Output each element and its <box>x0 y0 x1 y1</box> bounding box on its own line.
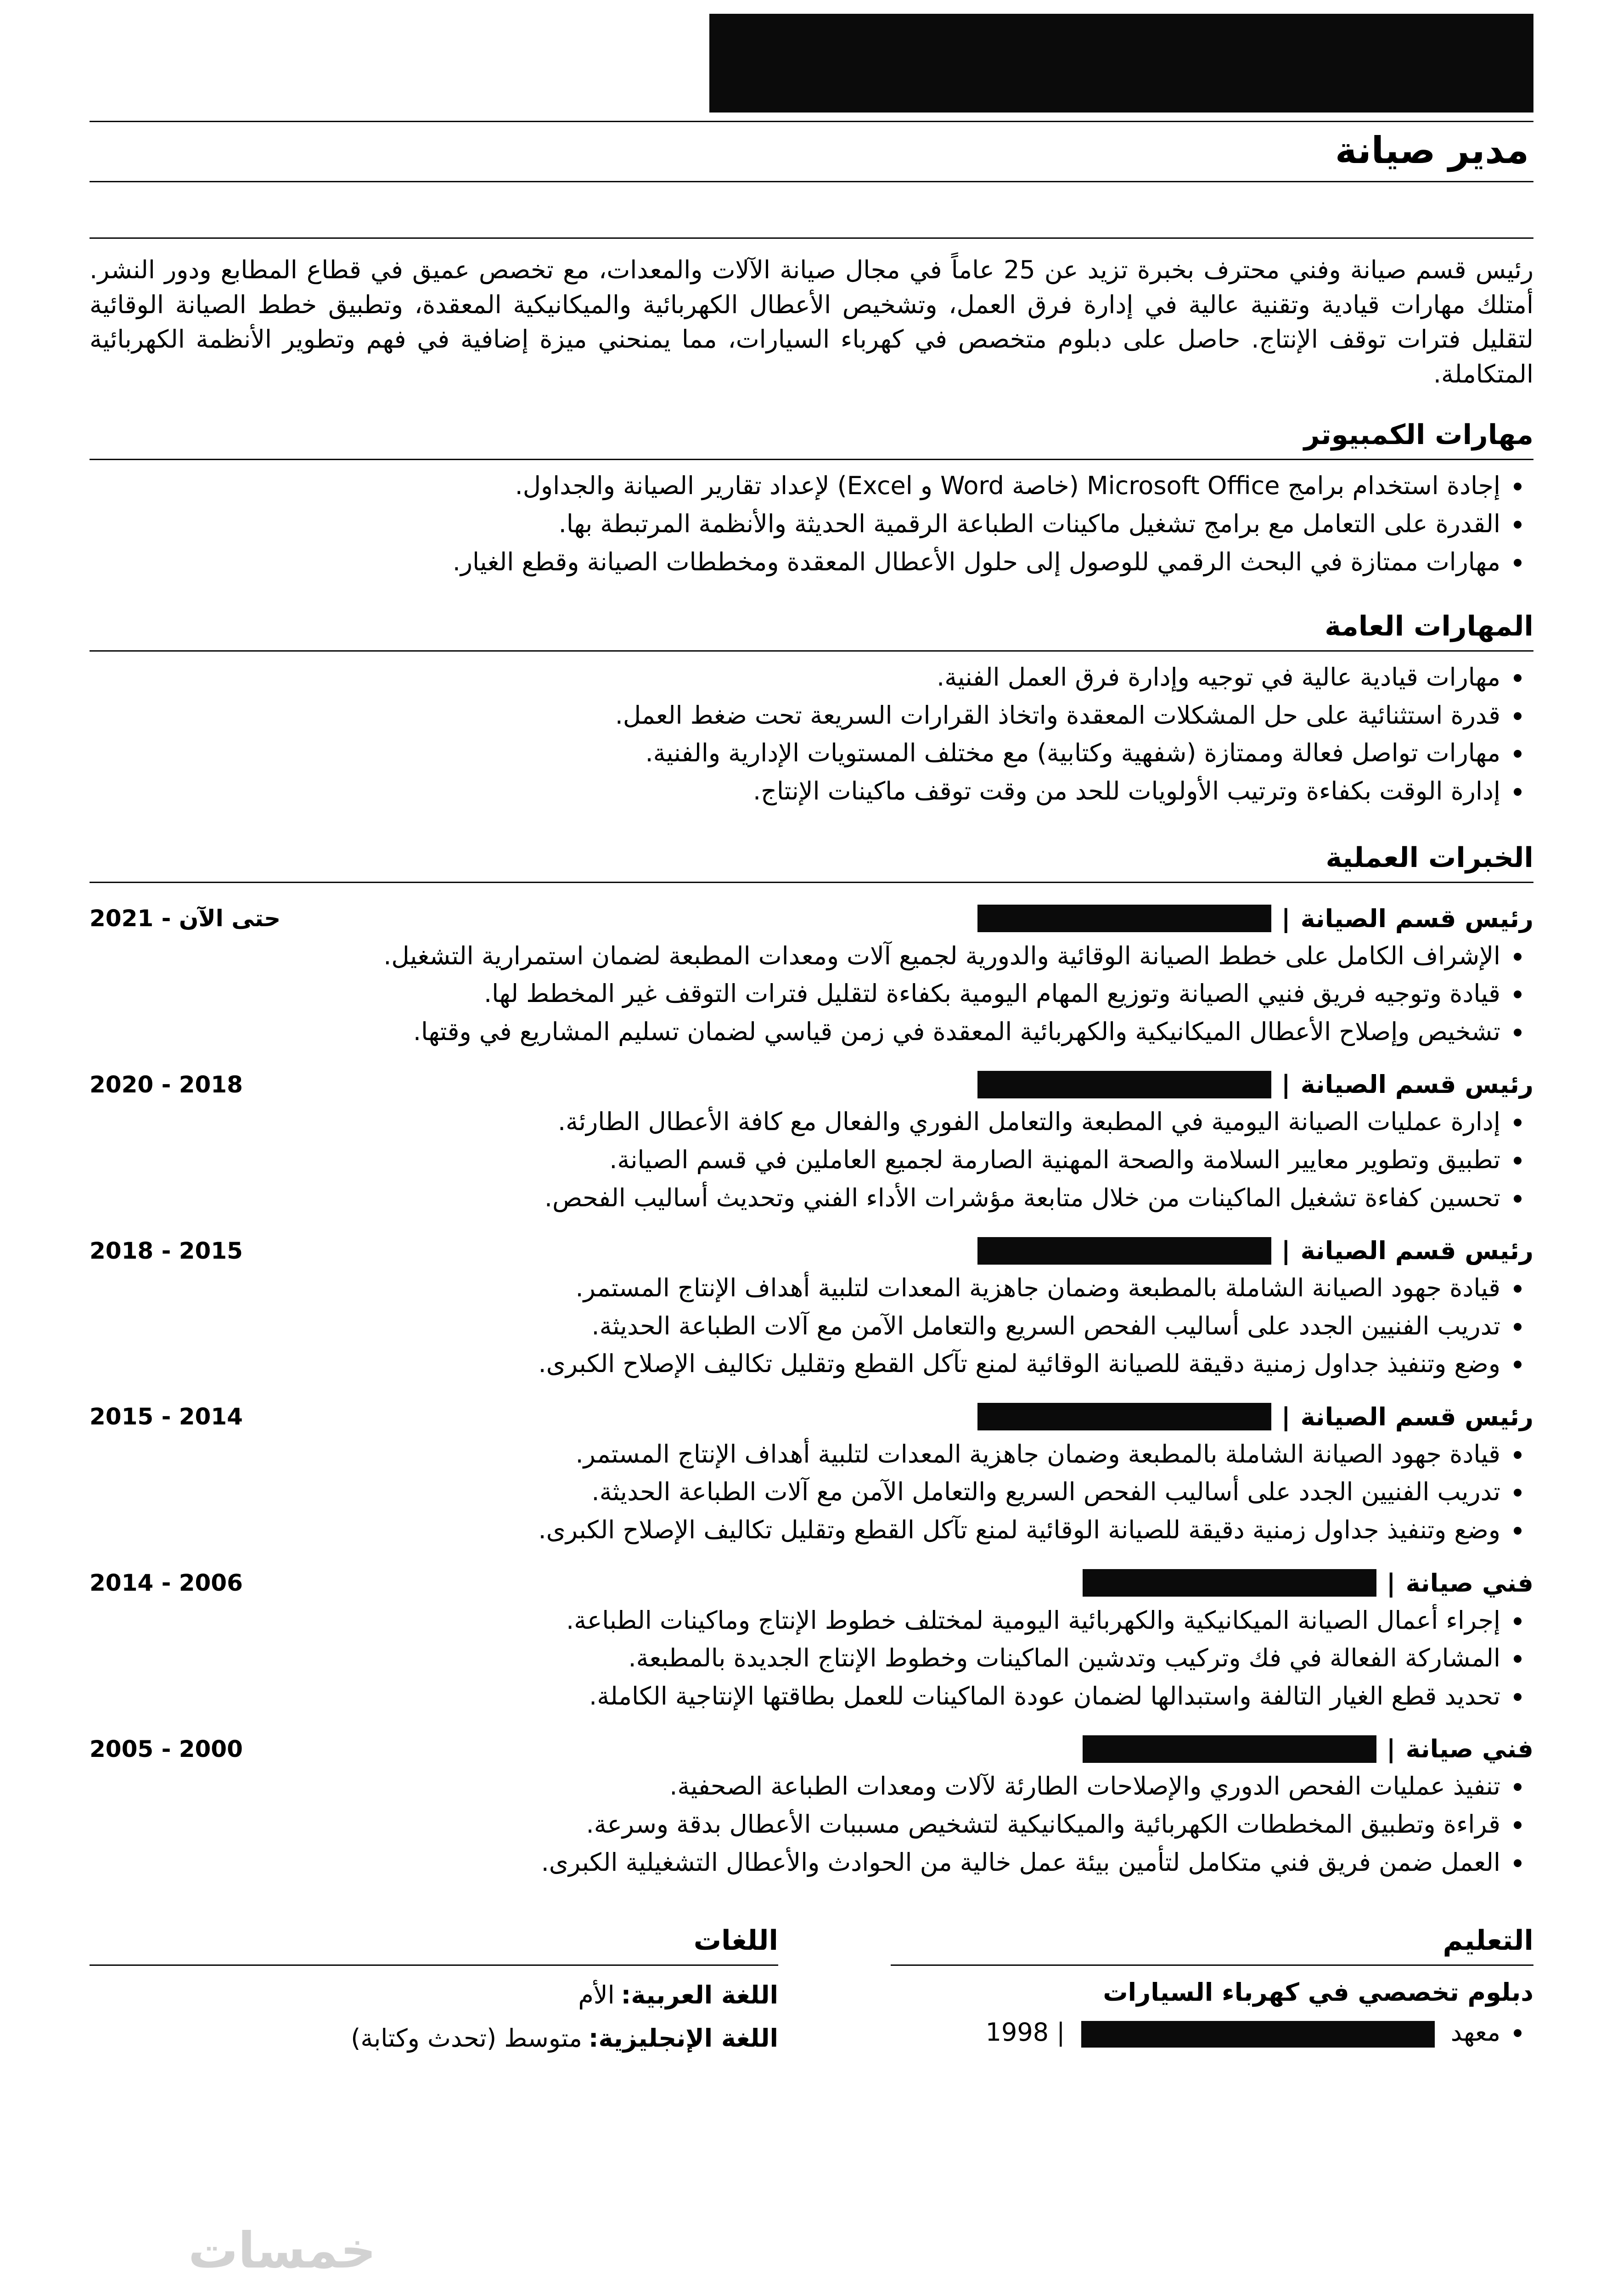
company-redaction-box <box>1083 1569 1376 1597</box>
summary-text: رئيس قسم صيانة وفني محترف بخبرة تزيد عن 25 عاماً في مجال صيانة الآلات والمعدات، مع تخصص عميق في قطاع المطابع ودور النشر. أمتلك مهارات قيادية وتقنية عالية في إدارة فرق العمل، وتشخيص الأعطال الكهربائية والميكانيكية المعقدة، وتطبيق خطط الصيانة الوقائية لتقليل فترات توقف الإنتاج. حاصل على دبلوم متخصص في كهرباء السيارات، مما يمنحني ميزة إضافية في فهم وتطوير الأنظمة الكهربائية المتكاملة. <box>90 255 1533 388</box>
job-header <box>90 1070 1533 1099</box>
job-bullet-list <box>90 1104 1533 1215</box>
section-title-computer-skills: مهارات الكمبيوتر <box>90 418 1533 460</box>
role-divider <box>90 181 1533 182</box>
language-item <box>90 2021 778 2056</box>
experience-entry <box>90 904 1533 1049</box>
job-dates: 2020 - 2018 <box>90 1071 243 1098</box>
job-header <box>90 1236 1533 1265</box>
language-item <box>90 1978 778 2013</box>
job-bullet: • تدريب الفنيين الجدد على أساليب الفحص السريع والتعامل الآمن مع آلات الطباعة الحديثة. <box>90 1474 1503 1509</box>
job-header <box>90 1569 1533 1598</box>
summary-section <box>90 237 1533 391</box>
general-skills-list <box>90 660 1533 808</box>
language-name: اللغة العربية: <box>621 1981 778 2010</box>
skill-item: • إدارة الوقت بكفاءة وترتيب الأولويات للحد من وقت توقف ماكينات الإنتاج. <box>90 774 1503 809</box>
job-separator: | <box>1281 1236 1291 1266</box>
name-redaction-box <box>709 14 1533 113</box>
company-redaction-box <box>977 1237 1271 1265</box>
role-title: مدير صيانة <box>1335 129 1529 172</box>
job-bullet: • قيادة جهود الصيانة الشاملة بالمطبعة وضمان جاهزية المعدات لتلبية أهداف الإنتاج المستمر. <box>90 1437 1503 1472</box>
language-name: اللغة الإنجليزية: <box>588 2023 778 2053</box>
company-redaction-box <box>977 905 1271 932</box>
job-bullet: • وضع وتنفيذ جداول زمنية دقيقة للصيانة الوقائية لمنع تآكل القطع وتقليل تكاليف الإصلاح الكبرى. <box>90 1346 1503 1381</box>
job-title-group <box>977 1070 1533 1099</box>
section-title-languages: اللغات <box>90 1924 778 1966</box>
education-separator: | <box>1056 2018 1065 2047</box>
job-separator: | <box>1386 1568 1396 1598</box>
job-bullet: • تحسين كفاءة تشغيل الماكينات من خلال متابعة مؤشرات الأداء الفني وتحديث أساليب الفحص. <box>90 1181 1503 1216</box>
experience-entry <box>90 1070 1533 1215</box>
job-separator: | <box>1386 1734 1396 1764</box>
education-list <box>891 2015 1533 2050</box>
section-title-experience: الخبرات العملية <box>90 841 1533 883</box>
skill-item: • القدرة على التعامل مع برامج تشغيل ماكينات الطباعة الرقمية الحديثة والأنظمة المرتبطة بها. <box>90 506 1503 541</box>
languages-list <box>90 1978 778 2055</box>
job-bullet: • الإشراف الكامل على خطط الصيانة الوقائية والدورية لجميع آلات ومعدات المطبعة لضمان استمرارية التشغيل. <box>90 939 1503 974</box>
job-separator: | <box>1281 904 1291 933</box>
job-bullet: • تشخيص وإصلاح الأعطال الميكانيكية والكهربائية المعقدة في زمن قياسي لضمان تسليم المشاريع في وقتها. <box>90 1014 1503 1049</box>
section-title-general-skills: المهارات العامة <box>90 609 1533 652</box>
job-bullet: • تدريب الفنيين الجدد على أساليب الفحص السريع والتعامل الآمن مع آلات الطباعة الحديثة. <box>90 1309 1503 1344</box>
job-header <box>90 904 1533 933</box>
skill-item: • قدرة استثنائية على حل المشكلات المعقدة واتخاذ القرارات السريعة تحت ضغط العمل. <box>90 698 1503 733</box>
khamsat-watermark: خمسات <box>188 2222 376 2279</box>
job-separator: | <box>1281 1402 1291 1431</box>
skill-item: • إجادة استخدام برامج Microsoft Office (خاصة Word و Excel) لإعداد تقارير الصيانة والجداول. <box>90 468 1503 503</box>
skill-item: • مهارات تواصل فعالة وممتازة (شفهية وكتابية) مع مختلف المستويات الإدارية والفنية. <box>90 736 1503 771</box>
job-title-group <box>977 904 1533 933</box>
job-bullet: • العمل ضمن فريق فني متكامل لتأمين بيئة عمل خالية من الحوادث والأعطال التشغيلية الكبرى. <box>90 1845 1503 1880</box>
job-title: رئيس قسم الصيانة <box>1300 1236 1533 1266</box>
education-section <box>891 1924 1533 2064</box>
skill-item: • مهارات قيادية عالية في توجيه وإدارة فرق العمل الفنية. <box>90 660 1503 695</box>
skill-item: • مهارات ممتازة في البحث الرقمي للوصول إلى حلول الأعطال المعقدة ومخططات الصيانة وقطع الغيار. <box>90 545 1503 580</box>
job-bullet: • قيادة جهود الصيانة الشاملة بالمطبعة وضمان جاهزية المعدات لتلبية أهداف الإنتاج المستمر. <box>90 1271 1503 1306</box>
job-separator: | <box>1281 1070 1291 1099</box>
company-redaction-box <box>977 1403 1271 1430</box>
job-title: رئيس قسم الصيانة <box>1300 1402 1533 1431</box>
job-title-group <box>1083 1734 1533 1763</box>
job-bullet: • وضع وتنفيذ جداول زمنية دقيقة للصيانة الوقائية لمنع تآكل القطع وتقليل تكاليف الإصلاح الكبرى. <box>90 1513 1503 1548</box>
job-bullet: • تحديد قطع الغيار التالفة واستبدالها لضمان عودة الماكينات للعمل بطاقتها الإنتاجية الكاملة. <box>90 1679 1503 1714</box>
computer-skills-list <box>90 468 1533 579</box>
job-bullet: • إجراء أعمال الصيانة الميكانيكية والكهربائية اليومية لمختلف خطوط الإنتاج وماكينات الطباعة. <box>90 1603 1503 1638</box>
bottom-columns <box>90 1924 1533 2064</box>
job-dates: 2005 - 2000 <box>90 1735 243 1762</box>
language-level: متوسط (تحدث وكتابة) <box>351 2023 582 2053</box>
job-title-group <box>977 1402 1533 1431</box>
job-bullet-list <box>90 1271 1533 1381</box>
job-title-group <box>1083 1569 1533 1598</box>
job-bullet: • تنفيذ عمليات الفحص الدوري والإصلاحات الطارئة لآلات ومعدات الطباعة الصحفية. <box>90 1769 1503 1804</box>
job-title: رئيس قسم الصيانة <box>1300 904 1533 933</box>
job-bullet-list <box>90 939 1533 1049</box>
education-degree: دبلوم تخصصي في كهرباء السيارات <box>1103 1978 1533 2007</box>
job-header <box>90 1734 1533 1763</box>
job-title: فني صيانة <box>1405 1568 1533 1598</box>
job-bullet: • إدارة عمليات الصيانة اليومية في المطبعة والتعامل الفوري والفعال مع كافة الأعطال الطارئة. <box>90 1104 1503 1139</box>
language-level: الأم <box>578 1981 615 2010</box>
experience-entry <box>90 1734 1533 1880</box>
job-dates: 2015 - 2014 <box>90 1403 243 1430</box>
languages-section <box>90 1924 778 2064</box>
experience-entry <box>90 1402 1533 1548</box>
experience-entry <box>90 1236 1533 1381</box>
education-entry <box>891 2015 1503 2050</box>
job-header <box>90 1402 1533 1431</box>
section-title-education: التعليم <box>891 1924 1533 1966</box>
job-title: فني صيانة <box>1405 1734 1533 1764</box>
job-dates: 2021 - حتى الآن <box>90 905 281 932</box>
education-year: 1998 <box>985 2018 1049 2047</box>
institution-prefix: معهد <box>1450 2018 1500 2047</box>
job-bullet: • قراءة وتطبيق المخططات الكهربائية والميكانيكية لتشخيص مسببات الأعطال بدقة وسرعة. <box>90 1807 1503 1842</box>
company-redaction-box <box>977 1071 1271 1098</box>
company-redaction-box <box>1083 1735 1376 1763</box>
job-bullet: • قيادة وتوجيه فريق فنيي الصيانة وتوزيع المهام اليومية بكفاءة لتقليل فترات التوقف غير المخطط لها. <box>90 976 1503 1011</box>
job-title: رئيس قسم الصيانة <box>1300 1070 1533 1099</box>
job-bullet: • المشاركة الفعالة في فك وتركيب وتدشين الماكينات وخطوط الإنتاج الجديدة بالمطبعة. <box>90 1641 1503 1676</box>
experience-entry <box>90 1569 1533 1714</box>
institution-redaction-box <box>1081 2021 1435 2048</box>
job-dates: 2018 - 2015 <box>90 1237 243 1264</box>
job-bullet-list <box>90 1437 1533 1548</box>
job-title-group <box>977 1236 1533 1265</box>
job-bullet: • تطبيق وتطوير معايير السلامة والصحة المهنية الصارمة لجميع العاملين في قسم الصيانة. <box>90 1142 1503 1177</box>
job-dates: 2014 - 2006 <box>90 1570 243 1597</box>
job-bullet-list <box>90 1769 1533 1880</box>
job-bullet-list <box>90 1603 1533 1714</box>
